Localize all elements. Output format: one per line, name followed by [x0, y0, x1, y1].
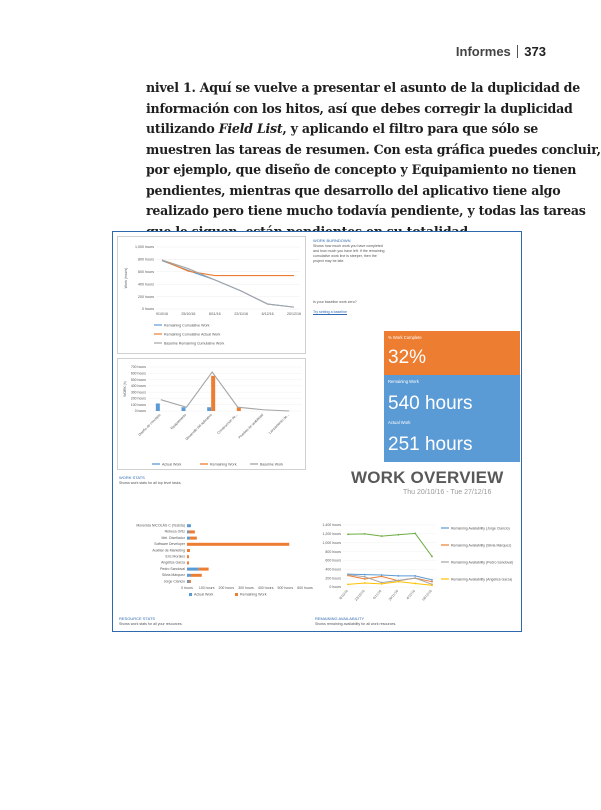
y-tick-label: 600 hours: [138, 270, 154, 274]
y-tick-label: 600 hours: [130, 371, 146, 376]
legend-label: Baseline Work: [260, 462, 284, 467]
running-header: [456, 44, 546, 59]
y-tick-label: 700 hours: [130, 365, 146, 370]
data-point: [398, 581, 400, 583]
baseline-line: [161, 372, 289, 411]
y-tick-label: 1,000 hours: [322, 540, 341, 545]
remaining-availability-chart-panel: [313, 519, 519, 615]
x-tick-label: Desarrollo del aplicativo: [184, 412, 213, 442]
x-tick-label: 6/12/16: [261, 312, 274, 316]
y-tick-label: 600 hours: [325, 558, 341, 563]
resource-stats-chart-panel: [117, 519, 313, 629]
work-burndown-title: WORK BURNDOWN: [313, 238, 351, 243]
burndown-chart: [118, 237, 307, 355]
work-complete-label: % Work Complete: [388, 335, 422, 340]
resource-stats-description: Shows work stats for all your resources.: [119, 622, 183, 626]
header-divider: [517, 45, 519, 58]
legend-label: Remaining Availability (Pedro Sandoval): [451, 560, 514, 565]
y-tick-label: Silvia Márquez: [162, 573, 185, 578]
legend-swatch: [235, 593, 238, 596]
data-point: [347, 583, 349, 585]
y-axis-label: Work (hours): [124, 267, 128, 289]
bar: [187, 574, 191, 577]
remaining-work-card: [384, 375, 520, 421]
series-line: [162, 261, 294, 308]
x-tick-label: 22/11/16: [234, 312, 249, 316]
remaining-availability-title: REMAINING AVAILABILITY: [315, 616, 365, 621]
data-point: [364, 582, 366, 584]
work-burndown-desc-3: cumulative work line is steeper, then the: [313, 254, 377, 258]
data-point: [398, 534, 400, 536]
remaining-availability-description: Shows remaining availability for all work resources.: [315, 622, 397, 626]
body-line: pendientes, mientras que desarrollo del aplicativo tiene algo: [146, 182, 561, 198]
bar: [182, 407, 186, 411]
section-title: Informes: [455, 44, 511, 59]
x-tick-label: 300 hours: [238, 586, 254, 590]
legend-label: Remaining Availability (Silvia Márquez): [451, 543, 512, 548]
y-tick-label: 400 hours: [138, 282, 154, 287]
y-tick-label: Software Developer: [154, 542, 185, 547]
y-tick-label: Jorge Ciancio: [163, 579, 185, 584]
x-tick-label: 25/10/16: [181, 312, 196, 316]
bar: [187, 555, 189, 558]
remaining-availability-chart: [313, 519, 519, 615]
y-tick-label: Eric Morales: [165, 554, 185, 559]
y-tick-label: 400 hours: [325, 567, 341, 572]
remaining-work-value: 540 hours: [388, 393, 473, 414]
y-tick-label: 0 hours: [142, 307, 154, 312]
data-point: [381, 535, 383, 537]
y-tick-label: 300 hours: [130, 390, 146, 395]
data-point: [381, 575, 383, 577]
body-line: información con los hitos, así que debes corregir la duplicidad: [146, 100, 573, 116]
data-point: [364, 574, 366, 576]
data-point: [347, 574, 349, 576]
data-point: [431, 581, 433, 583]
x-tick-label: 100 hours: [198, 586, 215, 590]
y-tick-label: Rebeca Ortiz: [164, 529, 185, 534]
x-tick-label: 20/11/16: [387, 589, 400, 602]
resource-stats-chart: [117, 519, 313, 619]
y-tick-label: 0 hours: [329, 585, 341, 590]
x-tick-label: Construcción de...: [216, 412, 239, 436]
work-stats-chart: [118, 359, 307, 471]
legend-label: Remaining Availability (Jorge Ciancio): [451, 526, 510, 531]
work-burndown-desc-1: Shows how much work you have completed: [313, 244, 383, 248]
y-tick-label: 200 hours: [138, 294, 154, 299]
work-burndown-desc-4: project may be late.: [313, 259, 345, 263]
x-tick-label: 400 hours: [257, 586, 274, 590]
bar: [199, 568, 209, 571]
x-tick-label: Diseño de concepto: [137, 412, 162, 437]
project-dashboard-screenshot: [112, 231, 522, 632]
y-tick-label: 500 hours: [130, 377, 146, 382]
data-point: [431, 579, 433, 581]
actual-work-card: [384, 416, 520, 462]
y-tick-label: Angélica Garza: [161, 560, 185, 565]
work-stats-description: Shows work stats for all top level tasks.: [119, 481, 182, 485]
page-number: 373: [524, 44, 546, 59]
data-point: [431, 584, 433, 586]
data-point: [414, 533, 416, 535]
bar: [156, 403, 160, 411]
bar: [187, 580, 189, 583]
x-tick-label: 9/10/16: [338, 589, 349, 601]
bar: [189, 530, 195, 533]
actual-work-label: Actual Work: [388, 420, 411, 425]
bar: [187, 543, 289, 546]
data-point: [431, 556, 433, 558]
actual-work-value: 251 hours: [388, 434, 473, 455]
y-tick-label: Pedro Sandoval: [160, 566, 185, 571]
x-tick-label: 23/10/16: [354, 589, 366, 602]
y-tick-label: 1,400 hours: [322, 523, 341, 528]
x-tick-label: 18/12/16: [421, 589, 433, 602]
work-burndown-desc-2: and how much you have left. If the remaining: [313, 249, 385, 253]
x-tick-label: 4/12/16: [405, 589, 416, 601]
legend-label: Remaining Work: [240, 592, 267, 597]
baseline-question: Is your baseline work zero?: [313, 300, 357, 304]
series-line: [348, 582, 432, 586]
data-point: [381, 583, 383, 585]
x-tick-label: 6/11/16: [372, 589, 383, 601]
y-tick-label: 200 hours: [325, 576, 341, 581]
bar: [189, 580, 191, 583]
y-tick-label: 0 hours: [134, 409, 146, 414]
x-tick-label: 200 hours: [218, 586, 235, 590]
y-tick-label: 400 hours: [130, 384, 146, 389]
field-list-term: Field List: [218, 121, 283, 136]
data-point: [414, 583, 416, 585]
bar: [211, 376, 215, 411]
y-tick-label: 1,200 hours: [322, 532, 341, 537]
legend-label: Baseline Remaining Cumulative Work: [164, 341, 225, 346]
body-line: por ejemplo, que diseño de concepto y Equipamiento no tienen: [146, 162, 577, 177]
y-tick-label: Morenida NICOLÁS C (Tesista): [136, 523, 185, 528]
y-tick-label: Auxiliar de Marketing: [152, 548, 185, 553]
burndown-chart-panel: [117, 236, 306, 354]
y-tick-label: Mel. Diseñador: [161, 535, 185, 540]
body-paragraph: [146, 78, 601, 242]
legend-label: Actual Work: [194, 592, 214, 597]
bar: [187, 537, 190, 540]
bar: [187, 524, 191, 527]
resource-stats-title: RESOURCE STATS: [119, 616, 156, 621]
data-point: [398, 575, 400, 577]
body-line: nivel 1. Aquí se vuelve a presentar el asunto de la duplicidad de: [146, 80, 580, 95]
x-tick-label: 0 hours: [181, 586, 193, 590]
x-tick-label: Lanzamiento de...: [267, 412, 290, 435]
legend-label: Remaining Work: [210, 462, 237, 467]
work-stats-chart-panel: [117, 358, 306, 470]
work-overview-dates: Thu 20/10/16 - Tue 27/12/16: [403, 489, 492, 496]
body-line: utilizando Field List, y aplicando el filtro para que sólo se: [146, 121, 539, 136]
x-tick-label: Equipamiento: [169, 412, 188, 431]
work-overview-title: WORK OVERVIEW: [351, 468, 504, 487]
y-tick-label: 1,000 hours: [135, 245, 154, 250]
data-point: [364, 533, 366, 535]
bar: [187, 549, 190, 552]
x-tick-label: Pruebas de usabilidad: [237, 412, 265, 440]
data-point: [347, 533, 349, 535]
y-axis-label: WORK (h): [123, 381, 127, 397]
data-point: [414, 575, 416, 577]
legend-label: Remaining Cumulative Actual Work: [164, 332, 221, 337]
x-tick-label: 9/10/16: [156, 312, 168, 316]
x-tick-label: 600 hours: [297, 586, 313, 590]
series-line: [348, 533, 432, 556]
x-tick-label: 20/12/16: [287, 312, 301, 316]
body-line: muestren las tareas de resumen. Con esta gráfica puedes concluir,: [146, 141, 601, 157]
data-point: [414, 577, 416, 579]
legend-label: Remaining Availability (Angélica Garza): [451, 577, 513, 582]
y-tick-label: 200 hours: [130, 396, 146, 401]
legend-swatch: [189, 593, 192, 596]
legend-label: Actual Work: [162, 462, 182, 467]
work-stats-title: WORK STATS: [119, 475, 145, 480]
bar: [191, 574, 202, 577]
bar: [187, 530, 189, 533]
remaining-work-label: Remaining Work: [388, 379, 419, 384]
y-tick-label: 800 hours: [325, 549, 341, 554]
x-tick-label: 8/11/16: [208, 312, 221, 316]
set-baseline-link[interactable]: Try setting a baseline: [313, 310, 348, 314]
bar: [190, 537, 197, 540]
y-tick-label: 100 hours: [130, 402, 146, 407]
legend-label: Remaining Cumulative Work: [164, 323, 210, 328]
data-point: [364, 578, 366, 580]
data-point: [364, 576, 366, 578]
work-complete-value: 32%: [388, 347, 427, 368]
bar: [187, 561, 189, 564]
x-tick-label: 500 hours: [277, 586, 294, 590]
body-line: realizado pero tiene mucho todavía pendiente, y todas las tareas: [146, 203, 586, 218]
series-line: [162, 260, 294, 307]
y-tick-label: 800 hours: [138, 257, 154, 262]
bar: [207, 407, 211, 411]
bar: [187, 568, 199, 571]
